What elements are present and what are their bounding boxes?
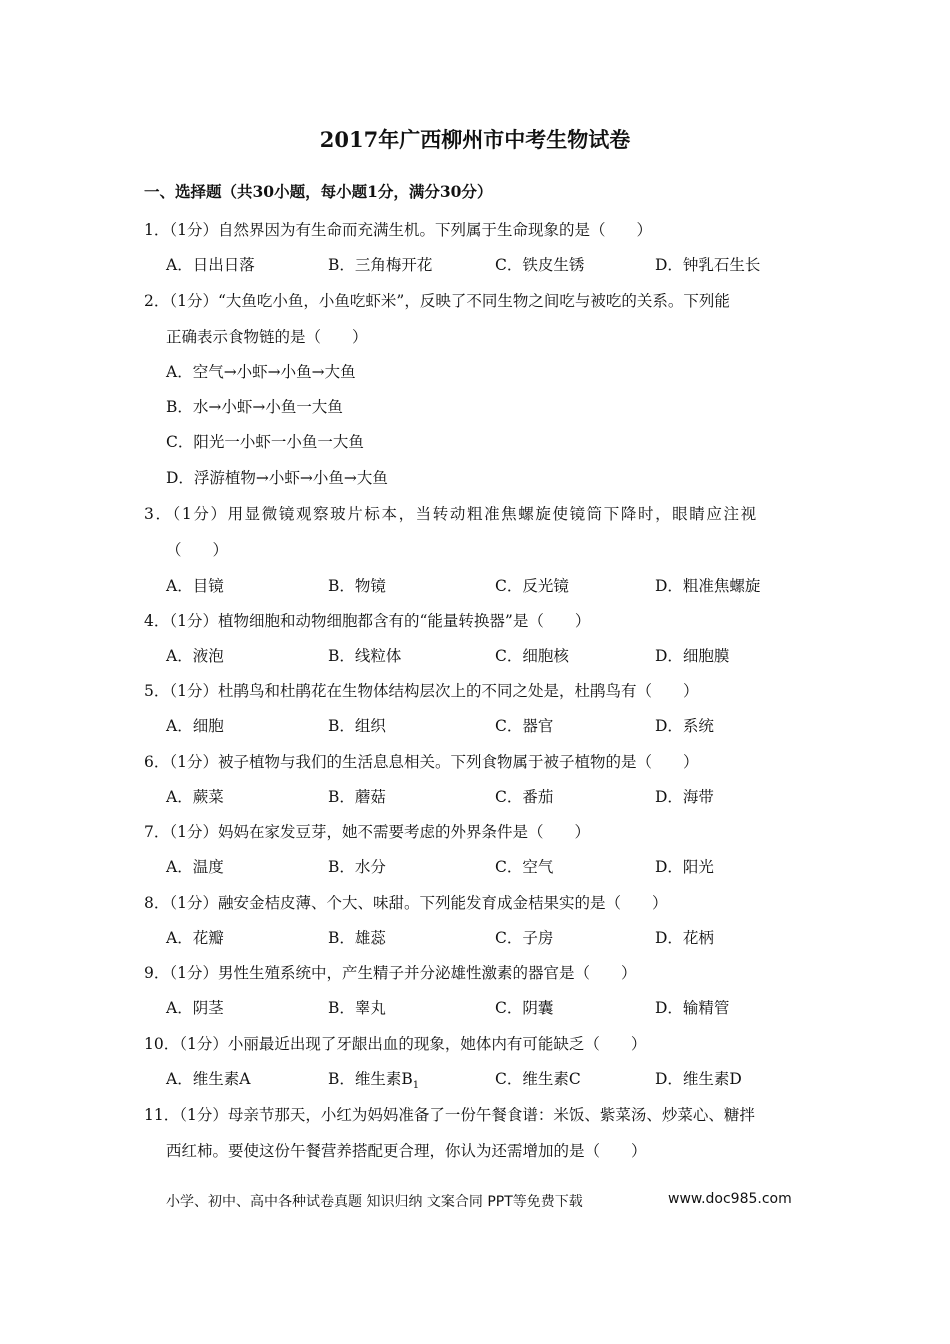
question-9-stem: 9．（1分）男性生殖系统中，产生精子并分泌雄性激素的器官是（ ） [144,964,637,982]
question-1-option-a: A．日出日落 [166,256,255,274]
question-9-option-a: A．阴茎 [166,999,224,1017]
question-10-option-a: A．维生素A [166,1070,251,1088]
question-9-option-c: C．阴囊 [495,999,554,1017]
question-5-option-b: B．组织 [328,717,386,735]
question-6-option-d: D．海带 [655,788,714,806]
question-7-option-a: A．温度 [166,858,224,876]
question-9-option-d: D．输精管 [655,999,730,1017]
question-8-option-c: C．子房 [495,929,554,947]
question-7-option-c: C．空气 [495,858,554,876]
question-6-option-c: C．番茄 [495,788,554,806]
question-1-option-d: D．钟乳石生长 [655,256,761,274]
question-11-stem-continued: 西红柿。要使这份午餐营养搭配更合理，你认为还需增加的是（ ） [166,1142,647,1160]
question-2-option-b: B．水→小虾→小鱼一大鱼 [166,398,343,416]
question-8-option-d: D．花柄 [655,929,714,947]
question-6-stem: 6．（1分）被子植物与我们的生活息息相关。下列食物属于被子植物的是（ ） [144,753,699,771]
question-3-stem: 3．（1分）用显微镜观察玻片标本，当转动粗准焦螺旋使镜筒下降时，眼睛应注视 [144,505,758,523]
question-2-stem-continued: 正确表示食物链的是（ ） [166,328,368,346]
question-8-option-a: A．花瓣 [166,929,224,947]
question-1-option-c: C．铁皮生锈 [495,256,585,274]
question-5-option-d: D．系统 [655,717,714,735]
question-4-option-c: C．细胞核 [495,647,569,665]
question-3-option-b: B．物镜 [328,577,386,595]
question-5-option-c: C．器官 [495,717,554,735]
question-3-option-d: D．粗准焦螺旋 [655,577,761,595]
question-9-option-b: B．睾丸 [328,999,386,1017]
question-11-stem: 11．（1分）母亲节那天，小红为妈妈准备了一份午餐食谱：米饭、紫菜汤、炒菜心、糖拌 [144,1106,755,1124]
footer-text: 小学、初中、高中各种试卷真题 知识归纳 文案合同 PPT等免费下载 [166,1194,583,1210]
question-10-option-d: D．维生素D [655,1070,742,1088]
question-8-stem: 8．（1分）融安金桔皮薄、个大、味甜。下列能发育成金桔果实的是（ ） [144,894,668,912]
question-2-stem: 2．（1分）“大鱼吃小鱼，小鱼吃虾米”，反映了不同生物之间吃与被吃的关系。下列能 [144,292,730,310]
question-8-option-b: B．雄蕊 [328,929,386,947]
question-3-option-c: C．反光镜 [495,577,569,595]
question-10-option-c: C．维生素C [495,1070,581,1088]
question-5-option-a: A．细胞 [166,717,224,735]
footer-url[interactable]: www.doc985.com [668,1191,792,1207]
question-2-option-d: D．浮游植物→小虾→小鱼→大鱼 [166,469,388,487]
question-10-option-b-label: B．维生素B [328,1070,413,1088]
question-1-stem: 1．（1分）自然界因为有生命而充满生机。下列属于生命现象的是（ ） [144,221,652,239]
question-7-option-d: D．阳光 [655,858,714,876]
question-4-option-a: A．液泡 [166,647,224,665]
question-4-stem: 4．（1分）植物细胞和动物细胞都含有的“能量转换器”是（ ） [144,612,591,630]
question-6-option-b: B．蘑菇 [328,788,386,806]
question-1-option-b: B．三角梅开花 [328,256,433,274]
question-10-option-b-subscript: 1 [412,1080,420,1092]
question-2-option-a: A．空气→小虾→小鱼→大鱼 [166,363,356,381]
question-4-option-d: D．细胞膜 [655,647,730,665]
question-7-option-b: B．水分 [328,858,386,876]
question-10-stem: 10．（1分）小丽最近出现了牙龈出血的现象，她体内有可能缺乏（ ） [144,1035,647,1053]
question-6-option-a: A．蕨菜 [166,788,224,806]
question-4-option-b: B．线粒体 [328,647,402,665]
question-2-option-c: C．阳光一小虾一小鱼一大鱼 [166,433,364,451]
section-heading: 一、选择题（共30小题，每小题1分，满分30分） [144,182,493,201]
page-title: 2017年广西柳州市中考生物试卷 [319,127,631,152]
question-10-option-b [328,1067,419,1091]
question-5-stem: 5．（1分）杜鹃鸟和杜鹃花在生物体结构层次上的不同之处是，杜鹃鸟有（ ） [144,682,699,700]
question-3-option-a: A．目镜 [166,577,224,595]
question-7-stem: 7．（1分）妈妈在家发豆芽，她不需要考虑的外界条件是（ ） [144,823,590,841]
question-3-stem-continued: （ ） [166,541,229,559]
